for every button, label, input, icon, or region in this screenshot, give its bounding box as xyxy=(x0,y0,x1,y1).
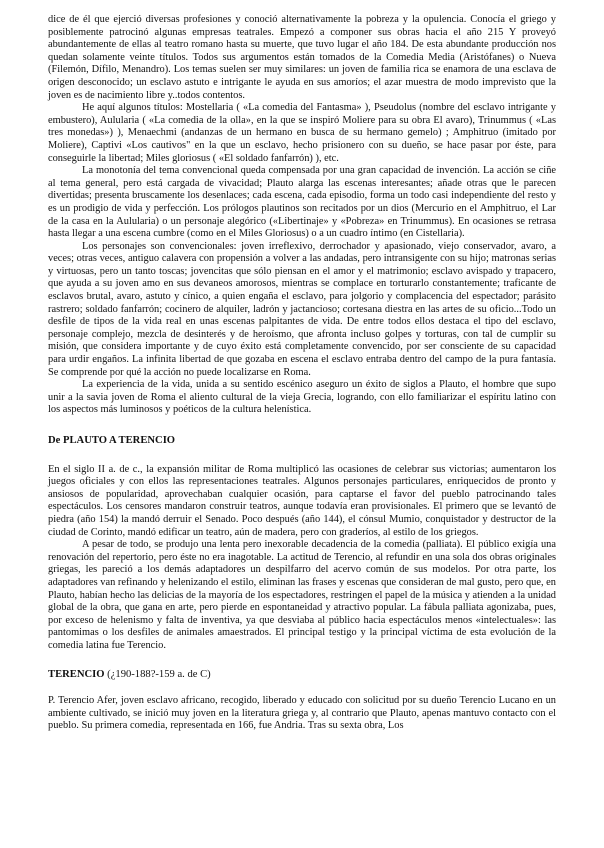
section-heading-plauto-terencio: De PLAUTO A TERENCIO xyxy=(48,435,176,446)
paragraph-terencio-biography: P. Terencio Afer, joven esclavo africano, recogido, liberado y educado con solicitud por su dueño Terencio Lucano en un ambiente cultivado, se inició muy joven en la literatura griega y, al contrario que Plauto, apenas mantuvo contacto con el pueblo. Su primera comedia, representada en 166, fue Andria. Tras su sexta obra, Los xyxy=(48,695,556,732)
heading-terencio-dates: (¿190-188?-159 a. de C) xyxy=(104,668,211,680)
paragraph-plauto-legacy: La experiencia de la vida, unida a su sentido escénico aseguro un éxito de siglos a Plauto, el hombre que supo unir a la savia joven de Roma el aliento cultural de la vieja Grecia, logrando, con ello familiarizar el espíritu latino con los aspectos más luminosos y poéticos de la cultura helenística. xyxy=(48,379,556,416)
section-heading-terencio xyxy=(48,669,556,682)
paragraph-plauto-titles: He aquí algunos títulos: Mostellaria ( «La comedia del Fantasma» ), Pseudolus (nombre del esclavo intrigante y embustero), Aulularia ( «La comedia de la olla», en la que se inspiró Moliere para su obra El avaro), Trinummus ( «Las tres monedas») ), Menaechmi (andanzas de un hermano en busca de su hermano gemelo) ; Amphitruo (imitado por Moliere), Captivi «Los cautivos" en la que un esclavo, hecho prisionero con su dueño, se hace pasar por éste, para conseguirle la libertad; Miles gloriosus ( «El soldado fanfarrón) ), etc. xyxy=(48,102,556,164)
document-page xyxy=(48,14,556,733)
paragraph-plauto-characters: Los personajes son convencionales: joven irreflexivo, derrochador y apasionado, viejo conservador, avaro, a veces; otras veces, antiguo calavera con propensión a volver a las andadas, pero intransigente con su hijo; matronas serias y virtuosas, pero un tanto toscas; jovencitas que sólo piensan en el amor y el matrimonio; esclavo avispado y trapacero, que ayuda a su joven amo en sus devaneos amorosos, mientras se complace en torturarlo constantemente; traficante de esclavos brutal, avaro, astuto y cínico, a quien engaña el esclavo, para jolgorio y complacencia del espectador; parásito rastrero; soldado fanfarrón; cocinero de alquiler, ladrón y jactancioso; cortesana diestra en las artes de su oficio...Todo un desfile de tipos de la vida real en unas escenas palpitantes de vida. De entre todos ellos destaca el tipo del esclavo, personaje complejo, mezcla de desinterés y de heroísmo, que afronta incluso golpes y torturas, con tal de cumplir su misión, que considera importante y de cuyo éxito está completamente convencido, por ser consciente de su capacidad para urdir engaños. La infinita libertad de que gozaba en escena el esclavo entraba dentro del campo de la pura fantasía. Se comprende por qué la acción no puede localizarse en Roma. xyxy=(48,240,556,378)
paragraph-theatre-expansion: En el siglo II a. de c., la expansión militar de Roma multiplicó las ocasiones de celebrar sus victorias; aumentaron los juegos oficiales y con ellos las representaciones teatrales. Algunos personajes particulares, enriquecidos de pronto y ansiosos de popularidad, aprovechaban cualquier ocasión, para captarse el favor del pueblo patrocinando tales espectáculos. Los censores mandaron construir teatros, aunque todavía eran provisionales. El primero que se levantó de piedra (año 154) la mandó derruir el Senado. Poco después (año 144), el cónsul Mumio, conquistador y destructor de la ciudad de Corinto, mandó edificar un teatro, aún de madera, pero con graderíos, al estilo de los griegos. xyxy=(48,463,556,538)
heading-terencio-name: TERENCIO xyxy=(48,668,105,680)
paragraph-plauto-invention: La monotonía del tema convencional queda compensada por una gran capacidad de invención. La acción se ciñe al tema general, pero está cargada de vivacidad; Plauto alarga las escenas interesantes; añade otras que le parecen divertidas; presenta bruscamente los desenlaces; cada escena, cada episodio, forma un todo casi independiente del resto y es un prodigio de vida y perfección. Los prólogos plautinos son recitados por un dios (Mercurio en el Amphitruo, el Lar de la casa en la Aulularia) o un personaje alegórico («Libertinaje» y «Pobreza» en Trinummus). En ocasiones se retrasa hasta llegar a una escena cumbre (como en el Miles Gloriosus) o a un cuadro íntimo (en Cistellaria). xyxy=(48,165,556,240)
paragraph-palliata-decline: A pesar de todo, se produjo una lenta pero inexorable decadencia de la comedia (palliata). El público exigía una renovación del repertorio, pero éste no era inagotable. La actitud de Terencio, al refundir en una sola dos obras originales griegas, les pareció a los demás adaptadores un despilfarro del acervo común de sus modelos. Por otra parte, los adaptadores van refinando y helenizando el estilo, eliminan las frases y escenas que consideran de mal gusto, pero que, en Plauto, habían hecho las delicias de la mayoría de los espectadores, restringen el papel de la música y atienden a la unidad global de la obra, que gana en arte, pero pierde en espontaneidad y atractivo popular. La fábula palliata agonizaba, pues, por exceso de helenismo y falta de inventiva, ya que desviaba al público hacia espectáculos menos «intelectuales»: las pantomimas o los desfiles de animales amaestrados. El principal testigo y la principal víctima de esta evolución de la comedia latina fue Terencio. xyxy=(48,539,556,651)
paragraph-plauto-biography: dice de él que ejerció diversas profesiones y conoció alternativamente la pobreza y la opulencia. Conocía el griego y posiblemente patrocinó algunas empresas teatrales. Empezó a componer sus obras hacia el año 215 Y proveyó abundantemente de ellas al teatro romano hasta su muerte, que tuvo lugar el año 184. De esta abundante producción nos quedan solamente veinte títulos. Todos sus argumentos están tomados de la Comedia Media (Aristófanes) o Nueva (Filemón, Dífilo, Menandro). Los temas suelen ser muy similares: un joven de familia rica se enamora de una esclava de origen desconocido; un esclavo astuto e intrigante le ayuda en sus amoríos; el azar muestra de modo imprevisto que la joven es de nacimiento libre y..todos contentos. xyxy=(48,14,556,101)
